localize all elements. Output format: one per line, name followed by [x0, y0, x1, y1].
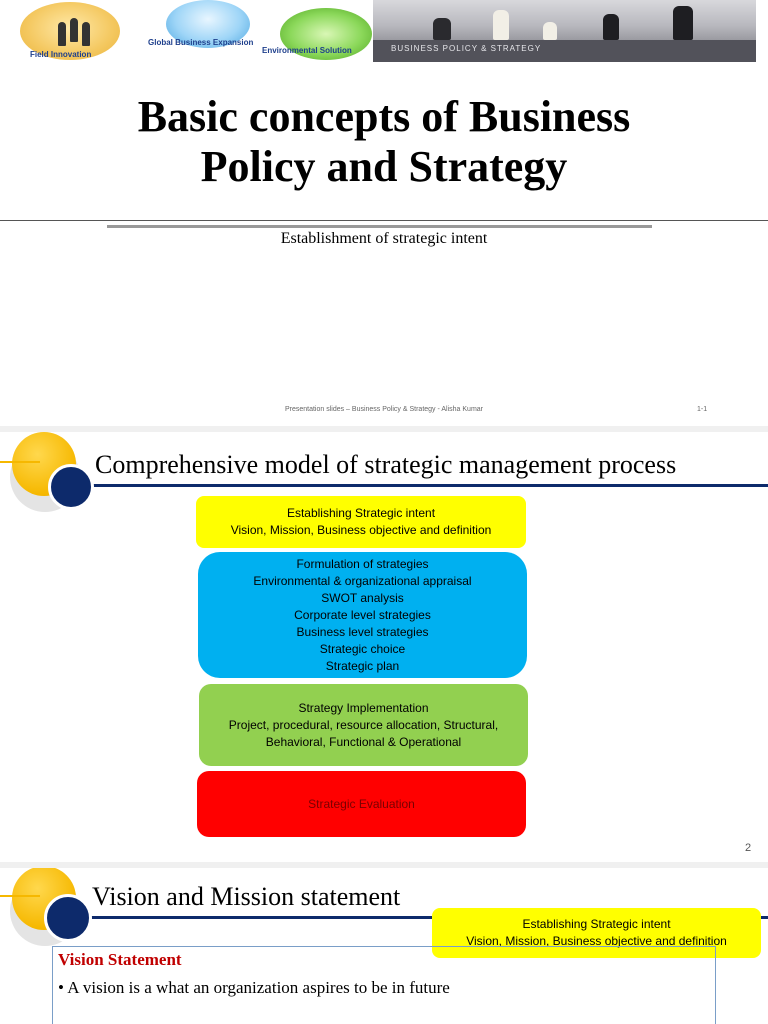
- step-line: Business level strategies: [296, 624, 429, 639]
- step-line: Corporate level strategies: [294, 607, 431, 622]
- divider-bar: [107, 225, 652, 228]
- person-icon: [82, 22, 90, 46]
- slide-1-title: [0, 92, 768, 192]
- person-icon: [70, 18, 78, 42]
- slide-footer: Presentation slides – Business Policy & Strategy - Alisha Kumar: [284, 406, 484, 413]
- step-line: Vision, Mission, Business objective and definition: [230, 523, 492, 537]
- header-banner: [0, 0, 768, 62]
- person-icon: [58, 22, 66, 46]
- slide-number: 1-1: [697, 406, 708, 413]
- step-line: Strategy Implementation: [298, 700, 429, 715]
- step-line: Environmental & organizational appraisal: [253, 573, 472, 588]
- callout-line: Vision, Mission, Business objective and definition: [466, 934, 727, 948]
- decor-yellow-line: [0, 895, 40, 897]
- banner-label-global-expansion: Global Business Expansion: [148, 38, 254, 47]
- chess-piece-icon: [543, 22, 557, 40]
- step-line: Establishing Strategic intent: [286, 506, 436, 520]
- step-line: Project, procedural, resource allocation, Structural,: [228, 717, 499, 732]
- callout-line: Establishing Strategic intent: [522, 917, 671, 931]
- step-line: Strategic Evaluation: [308, 796, 415, 811]
- chess-piece-icon: [493, 10, 509, 40]
- divider-line: [0, 220, 768, 221]
- slide-1-subtitle: Establishment of strategic intent: [280, 230, 488, 247]
- title-underline: [70, 484, 768, 487]
- step-line: Strategic choice: [319, 641, 406, 656]
- slide-1: [0, 0, 768, 426]
- step-strategy-implementation: [199, 684, 528, 766]
- step-formulation-of-strategies: [198, 552, 527, 678]
- bullet-item: [58, 978, 450, 998]
- step-establishing-strategic-intent: [196, 496, 526, 548]
- decor-navy-circle: [44, 894, 92, 942]
- slide-number: 2: [745, 842, 752, 854]
- banner-label-environmental: Environmental Solution: [262, 46, 352, 55]
- bullet-icon: •: [58, 978, 64, 997]
- decor-yellow-line: [0, 461, 40, 463]
- step-line: Behavioral, Functional & Operational: [265, 734, 462, 749]
- bullet-text: A vision is a what an organization aspires to be in future: [67, 978, 450, 997]
- banner-label-field-innovation: Field Innovation: [30, 50, 92, 59]
- banner-caption: BUSINESS POLICY & STRATEGY: [391, 44, 542, 53]
- title-line-2: Policy and Strategy: [200, 142, 568, 191]
- chess-piece-icon: [433, 18, 451, 40]
- step-strategic-evaluation: [197, 771, 526, 837]
- step-line: Strategic plan: [325, 658, 400, 673]
- slide-2-title: Comprehensive model of strategic management process: [95, 450, 677, 479]
- slide-3: [0, 868, 768, 1024]
- vision-statement-heading: Vision Statement: [58, 950, 182, 969]
- title-line-1: Basic concepts of Business: [137, 92, 631, 141]
- chess-piece-icon: [603, 14, 619, 40]
- decor-navy-circle: [48, 464, 94, 510]
- step-line: SWOT analysis: [321, 590, 404, 605]
- chess-image: [373, 0, 756, 62]
- slide-3-title: Vision and Mission statement: [92, 882, 401, 911]
- chess-piece-icon: [673, 6, 693, 40]
- step-line: Formulation of strategies: [296, 556, 429, 571]
- slide-2: [0, 432, 768, 862]
